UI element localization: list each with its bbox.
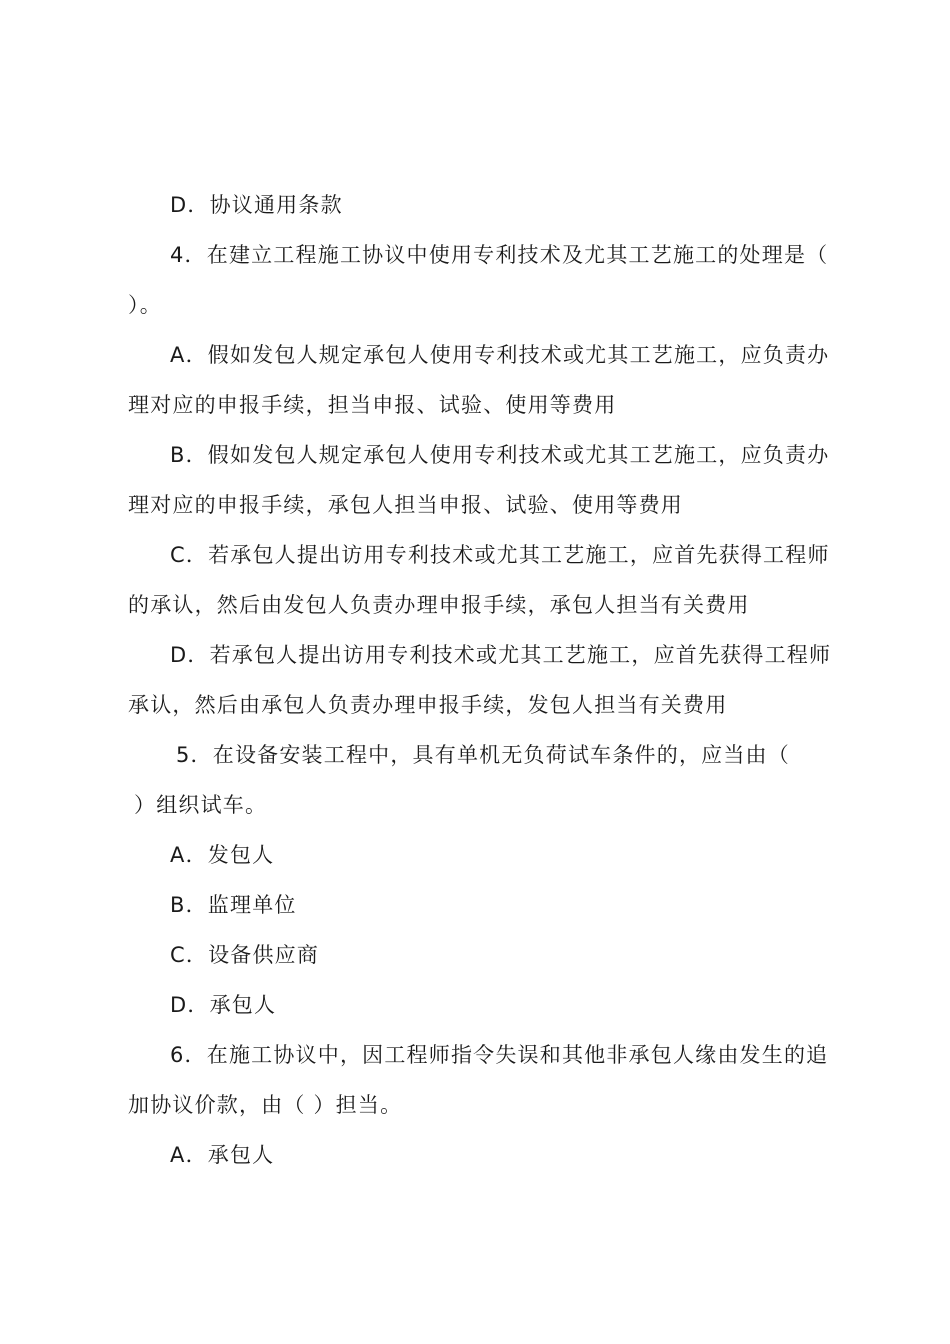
option-b-q4-cont: 理对应的申报手续，承包人担当申报、试验、使用等费用 (128, 493, 683, 517)
question-4-stem-cont: ）。 (128, 293, 162, 317)
option-b-q5: B．监理单位 (170, 893, 297, 917)
option-b-q4: B．假如发包人规定承包人使用专利技术或尤其工艺施工，应负责办 (170, 443, 830, 467)
question-4-stem: 4．在建立工程施工协议中使用专利技术及尤其工艺施工的处理是（ (170, 243, 829, 267)
option-a-q4: A．假如发包人规定承包人使用专利技术或尤其工艺施工，应负责办 (170, 343, 830, 367)
option-a-q4-cont: 理对应的申报手续，担当申报、试验、使用等费用 (128, 393, 617, 417)
option-c-q4: C．若承包人提出访用专利技术或尤其工艺施工，应首先获得工程师 (170, 543, 830, 567)
option-d-q4: D．若承包人提出访用专利技术或尤其工艺施工，应首先获得工程师 (170, 643, 832, 667)
question-5-stem: 5．在设备安装工程中，具有单机无负荷试车条件的，应当由（ (176, 743, 790, 767)
option-a-q6: A．承包人 (170, 1143, 275, 1167)
option-d-q4-cont: 承认，然后由承包人负责办理申报手续，发包人担当有关费用 (128, 693, 728, 717)
question-6-stem-cont: 加协议价款，由（ ）担当。 (128, 1093, 403, 1117)
question-5-stem-cont: ）组织试车。 (134, 793, 268, 817)
option-c-q4-cont: 的承认，然后由发包人负责办理申报手续，承包人担当有关费用 (128, 593, 750, 617)
option-d-q3: D．协议通用条款 (170, 193, 343, 217)
option-c-q5: C．设备供应商 (170, 943, 320, 967)
option-a-q5: A．发包人 (170, 843, 275, 867)
option-d-q5: D．承包人 (170, 993, 277, 1017)
question-6-stem: 6．在施工协议中，因工程师指令失误和其他非承包人缘由发生的追 (170, 1043, 829, 1067)
